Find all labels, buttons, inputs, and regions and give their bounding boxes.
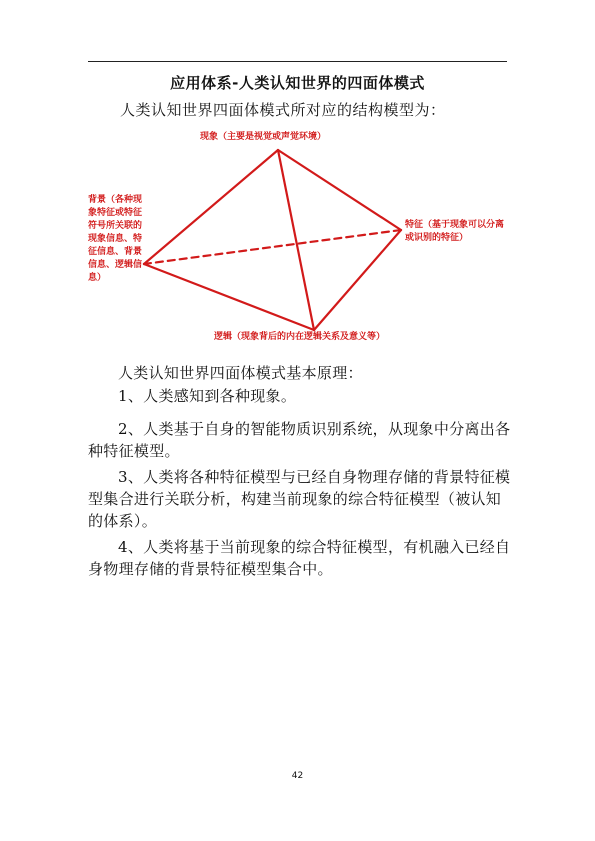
edge-left-bottom [144, 264, 314, 330]
principles-heading [88, 362, 512, 384]
intro-text: 人类认知世界四面体模式所对应的结构模型为： [120, 101, 446, 119]
label-background: 背景（各种现象特征或特征符号所关联的现象信息、特征信息、背景信息、逻辑信息） [88, 195, 143, 283]
edge-top-right [278, 150, 401, 230]
edge-top-bottom [278, 150, 314, 330]
principle-item-2 [88, 418, 512, 462]
page-title: 应用体系-人类认知世界的四面体模式 [170, 74, 425, 92]
principle-text: 1、人类感知到各种现象。 [118, 387, 297, 405]
principle-text: 4、人类将基于当前现象的综合特征模型，有机融入已经自身物理存储的背景特征模型集合中。 [88, 538, 511, 578]
principle-item-3 [88, 466, 512, 532]
principle-text: 2、人类基于自身的智能物质识别系统，从现象中分离出各种特征模型。 [88, 420, 511, 460]
page-number: 42 [291, 771, 304, 781]
principle-item-4 [88, 536, 512, 580]
edge-left-right-hidden [144, 230, 401, 264]
edge-top-left [144, 150, 278, 264]
label-logic: 逻辑（现象背后的内在逻辑关系及意义等） [214, 332, 386, 342]
edge-right-bottom [314, 230, 401, 330]
label-feature: 特征（基于现象可以分离或识别的特征） [405, 220, 505, 243]
label-phenomenon: 现象（主要是视觉或声觉环境） [200, 132, 327, 142]
principles-heading-text: 人类认知世界四面体模式基本原理： [118, 364, 363, 382]
principle-item-1 [88, 385, 512, 407]
principle-text: 3、人类将各种特征模型与已经自身物理存储的背景特征模型集合进行关联分析，构建当前现象的综合特征模型（被认知的体系）。 [88, 468, 511, 530]
